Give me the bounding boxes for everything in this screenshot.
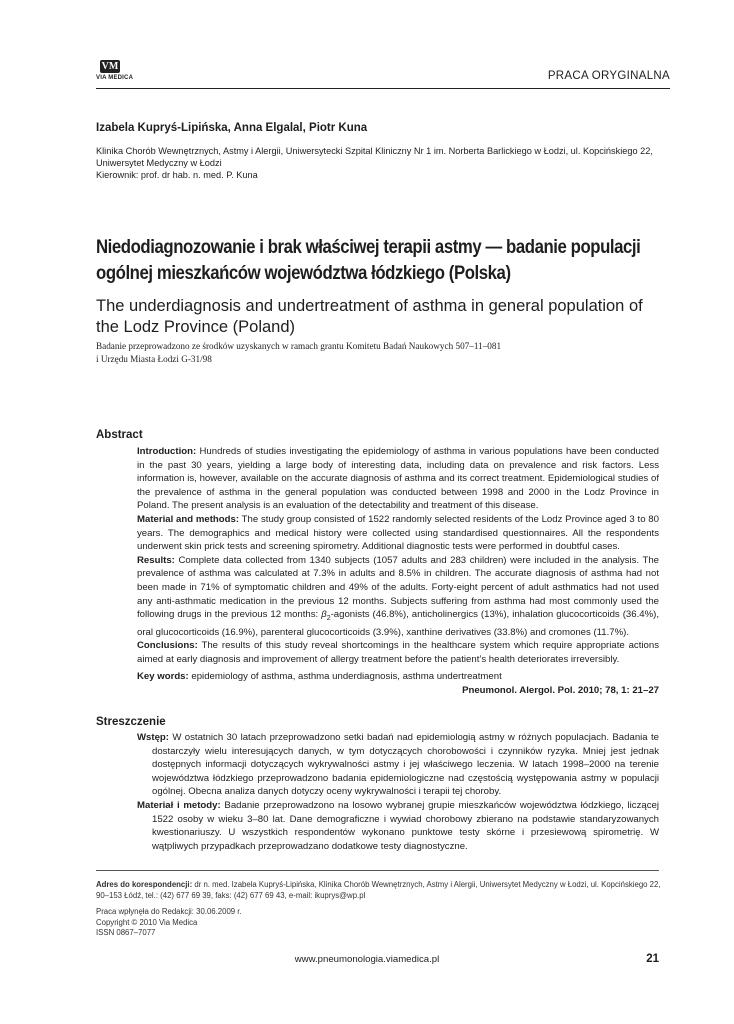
abstract-methods — [137, 513, 659, 554]
streszczenie-wstep — [137, 731, 659, 799]
beta-symbol: β — [321, 609, 327, 621]
wstep-text: W ostatnich 30 latach przeprowadzono setki badań nad epidemiologią astmy w różnych populacjach. Badania te dostarczyły wielu interesujących danych, w tym dotyczących chorobowości i czynników ryzyka. Mniej jest jednak dostępnych informacji dotyczących wykrywalności astmy i jej właściwego leczenia. W latach 1998–2000 na terenie województwa łódzkiego przeprowadzono badania epidemiologiczne nad częstością występowania astmy w populacji ogólnej. Obecna analiza danych dotyczy oceny wykrywalności i terapii tej choroby. — [152, 732, 659, 798]
logo-text: VIA MEDICA — [96, 75, 134, 81]
grant-note — [96, 340, 656, 366]
title-polish: Niedodiagnozowanie i brak właściwej terapii astmy — badanie populacji ogólnej mieszkańców województwa łódzkiego (Polska) — [96, 236, 641, 284]
footer-rule — [96, 870, 659, 871]
correspondence — [96, 880, 666, 901]
title-english: The underdiagnosis and undertreatment of asthma in general population of the Lodz Province (Poland) — [96, 297, 643, 336]
affiliation-line: Klinika Chorób Wewnętrznych, Astmy i Alergii, Uniwersytecki Szpital Kliniczny Nr 1 im. Norberta Barlickiego w Łodzi, ul. Kopcińskiego 22, — [96, 146, 653, 156]
keywords-label: Key words: — [137, 671, 189, 682]
grant-line: Badanie przeprowadzono ze środków uzyskanych w ramach grantu Komitetu Badań Naukowych 507–11–081 — [96, 341, 502, 351]
authors: Izabela Kupryś-Lipińska, Anna Elgalal, Piotr Kuna — [96, 122, 368, 134]
conclusions-label: Conclusions: — [137, 640, 198, 652]
header-rule — [96, 88, 670, 89]
affiliation-line: Kierownik: prof. dr hab. n. med. P. Kuna — [96, 170, 258, 180]
abstract-results — [137, 554, 659, 639]
wstep-label: Wstęp: — [137, 732, 169, 743]
via-medica-logo — [96, 60, 152, 84]
material-label: Materiał i metody: — [137, 799, 221, 811]
conclusions-text: The results of this study reveal shortcomings in the healthcare system which require appropriate actions aimed at early diagnosis and improvement of allergy treatment before the patient’s health deteriorates irreversibly. — [137, 640, 659, 665]
received-date: Praca wpłynęła do Redakcji: 30.06.2009 r. — [96, 907, 242, 916]
section-label: PRACA ORYGINALNA — [547, 70, 670, 82]
results-text-a: Complete data collected from 1340 subjects (1057 adults and 283 children) were included in the analysis. The prevalence of asthma was calculated at 7.3% in adults and 8.5% in children. The accurate diagnosis of asthma had not been made in 71% of symptomatic children and 49% of the adults. Forty-eight percent of adult asthmatics had not used any anti-asthmatic medication in the previous 12 months. Subjects suffering from asthma had most commonly used the following drugs in the previous 12 months: — [137, 554, 659, 621]
corr-label: Adres do korespondencji: — [96, 880, 193, 889]
keywords — [137, 671, 659, 682]
issn: ISSN 0867–7077 — [96, 928, 156, 937]
citation: Pneumonol. Alergol. Pol. 2010; 78, 1: 21–27 — [462, 685, 659, 696]
grant-line: i Urzędu Miasta Łodzi G-31/98 — [96, 354, 212, 364]
keywords-text: epidemiology of asthma, asthma underdiagnosis, asthma undertreatment — [191, 671, 502, 682]
streszczenie-body — [137, 731, 659, 853]
publication-info — [96, 907, 666, 939]
page-number: 21 — [646, 953, 659, 965]
results-label: Results: — [137, 554, 175, 566]
abstract-heading: Abstract — [96, 429, 143, 441]
corr-text: dr n. med. Izabela Kupryś-Lipińska, Klinika Chorób Wewnętrznych, Astmy i Alergii, Uniwersytet Medyczny w Łodzi, ul. Kopcińskiego 22, 90–153 Łódź, tel.: (42) 677 69 39, faks: (42) 677 69 43, e-mail: ikuprys@wp.pl — [96, 880, 661, 900]
copyright: Copyright © 2010 Via Medica — [96, 917, 198, 927]
affiliation-line: Uniwersytet Medyczny w Łodzi — [96, 158, 222, 168]
material-text: Badanie przeprowadzono na losowo wybranej grupie mieszkańców województwa łódzkiego, liczącej 1522 osoby w wieku 3–80 lat. Dane demograficzne i wywiad chorobowy zbierano na podstawie standaryzowanych kwestionariuszy. U wszystkich respondentów wykonano punktowe testy skórne i przesiewową spirometrię. W wątpliwych przypadkach przeprowadzano dodatkowe testy diagnostyczne. — [152, 799, 659, 852]
beta-subscript: 2 — [326, 615, 331, 623]
abstract-body — [137, 445, 659, 666]
abstract-conclusions — [137, 639, 659, 666]
methods-text: The study group consisted of 1522 randomly selected residents of the Lodz Province aged 3 to 80 years. The demographics and medical history were collected using standardised questionnaires. All the respondents underwent skin prick tests and screening spirometry. Additional diagnostic tests were performed in doubtful cases. — [137, 513, 659, 553]
journal-url: www.pneumonologia.viamedica.pl — [294, 954, 440, 965]
results-text-b: -agonists (46.8%), anticholinergics (13%), inhalation glucocorticoids (36.4%), oral glucocorticoids (16.9%), parenteral glucocorticoids (3.9%), xanthine derivatives (33.8%) and cromones (11.7%). — [137, 609, 659, 638]
streszczenie-material — [137, 799, 659, 853]
streszczenie-heading: Streszczenie — [96, 716, 166, 728]
affiliation — [96, 145, 656, 181]
abstract-introduction — [137, 445, 659, 513]
intro-text: Hundreds of studies investigating the epidemiology of asthma in various populations have been conducted in the past 30 years, yielding a large body of interesting data, including data on prevalence and risk factors. Less information is, however, available on the accurate diagnosis of asthma and its correct treatment. Epidemiological studies of the prevalence of asthma in the general population was conducted between 1998 and 2000 in the Lodz Province in Poland. The present analysis is an evaluation of the detectability and treatment of this disease. — [137, 446, 659, 512]
intro-label: Introduction: — [137, 446, 197, 457]
logo-mark: VM — [101, 61, 119, 72]
methods-label: Material and methods: — [137, 513, 240, 525]
